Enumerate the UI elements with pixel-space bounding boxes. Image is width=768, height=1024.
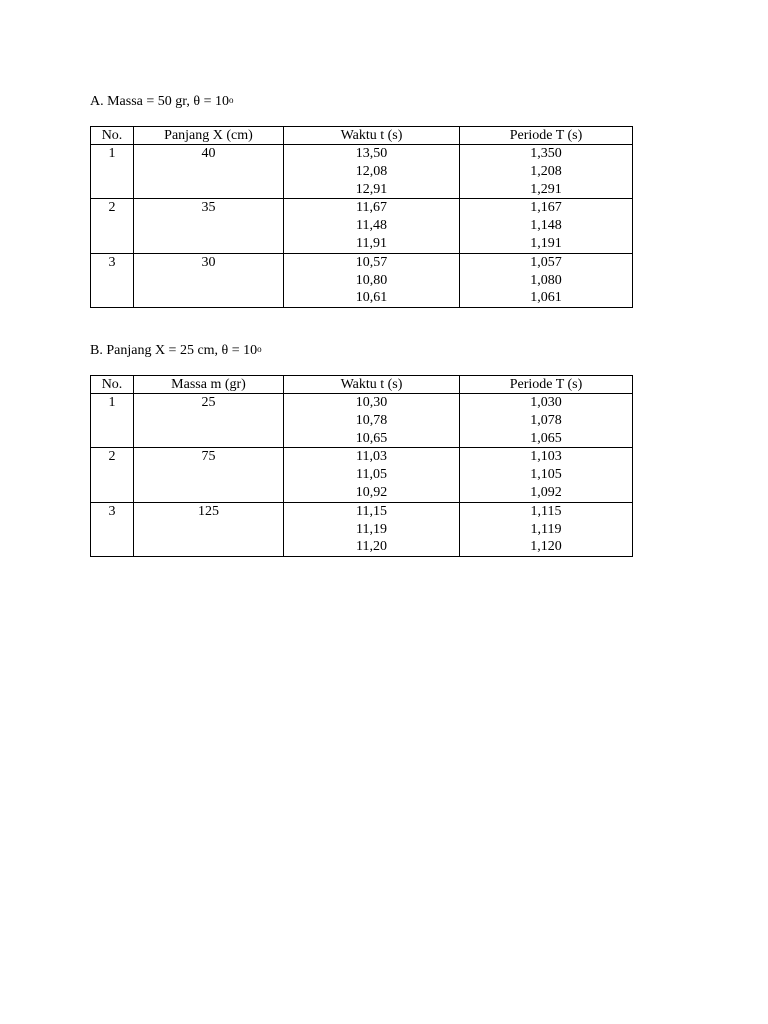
table-header-row — [91, 376, 633, 394]
table-row — [91, 394, 633, 448]
period-value: 1,191 — [530, 235, 562, 251]
table-row — [91, 145, 633, 199]
time-value: 11,91 — [356, 235, 387, 251]
period-value: 1,148 — [530, 218, 562, 234]
period-value: 1,208 — [530, 163, 562, 179]
section-a-caption-text: A. Massa = 50 gr, θ = 10 — [90, 94, 229, 109]
length-value: 30 — [134, 253, 284, 307]
period-value: 1,057 — [530, 254, 562, 270]
section-a-caption — [90, 92, 632, 112]
table-row — [91, 448, 633, 502]
header-mass: Massa m (gr) — [134, 376, 284, 394]
time-values — [284, 448, 460, 502]
period-value: 1,167 — [530, 200, 562, 216]
row-number: 2 — [91, 199, 134, 253]
period-value: 1,080 — [530, 272, 562, 288]
row-number: 1 — [91, 394, 134, 448]
time-value: 13,50 — [355, 146, 388, 161]
section-b-caption — [90, 341, 632, 361]
mass-value: 25 — [134, 394, 284, 448]
pendulum-mass-table — [90, 375, 633, 557]
section-b-caption-text: B. Panjang X = 25 cm, θ = 10 — [90, 343, 258, 358]
period-value: 1,119 — [530, 521, 562, 537]
period-value: 1,105 — [530, 467, 562, 483]
table-header-row — [91, 127, 633, 145]
time-values — [284, 199, 460, 253]
time-values — [284, 394, 460, 448]
time-values — [284, 145, 460, 199]
time-value: 10,80 — [355, 272, 388, 288]
time-value: 10,61 — [355, 290, 388, 306]
period-value: 1,115 — [530, 503, 562, 519]
time-value: 11,19 — [356, 521, 387, 537]
mass-value: 75 — [134, 448, 284, 502]
period-value: 1,061 — [530, 290, 562, 306]
time-value: 11,03 — [356, 449, 387, 465]
period-values — [460, 145, 633, 199]
row-number: 3 — [91, 502, 134, 556]
header-time: Waktu t (s) — [284, 376, 460, 394]
time-value: 10,92 — [355, 484, 388, 500]
mass-value: 125 — [134, 502, 284, 556]
time-values — [284, 253, 460, 307]
length-value: 35 — [134, 199, 284, 253]
header-no: No. — [91, 127, 134, 145]
header-period: Periode T (s) — [460, 376, 633, 394]
period-values — [460, 502, 633, 556]
period-value: 1,350 — [530, 146, 562, 161]
time-value: 10,30 — [355, 395, 388, 410]
table-row — [91, 199, 633, 253]
header-length: Panjang X (cm) — [134, 127, 284, 145]
period-value: 1,065 — [530, 430, 562, 446]
length-value: 40 — [134, 145, 284, 199]
period-value: 1,030 — [530, 395, 562, 410]
section-a — [90, 92, 632, 308]
period-value: 1,092 — [530, 484, 562, 500]
period-value: 1,078 — [530, 412, 562, 428]
time-value: 11,67 — [356, 200, 387, 216]
pendulum-length-table — [90, 126, 633, 308]
time-value: 11,48 — [356, 218, 387, 234]
table-row — [91, 253, 633, 307]
table-row — [91, 502, 633, 556]
time-value: 11,05 — [356, 467, 387, 483]
row-number: 2 — [91, 448, 134, 502]
section-b-degree-symbol: o — [257, 344, 262, 354]
header-time: Waktu t (s) — [284, 127, 460, 145]
time-value: 11,20 — [356, 539, 387, 555]
time-value: 12,91 — [355, 181, 388, 197]
period-values — [460, 199, 633, 253]
time-value: 11,15 — [356, 503, 387, 519]
period-values — [460, 448, 633, 502]
header-no: No. — [91, 376, 134, 394]
time-values — [284, 502, 460, 556]
section-a-degree-symbol: o — [228, 95, 234, 105]
row-number: 3 — [91, 253, 134, 307]
period-values — [460, 253, 633, 307]
time-value: 10,78 — [355, 412, 388, 428]
section-b — [90, 341, 632, 557]
header-period: Periode T (s) — [460, 127, 633, 145]
time-value: 10,57 — [355, 254, 388, 270]
period-value: 1,103 — [530, 449, 562, 465]
row-number: 1 — [91, 145, 134, 199]
period-values — [460, 394, 633, 448]
period-value: 1,291 — [530, 181, 562, 197]
time-value: 10,65 — [355, 430, 388, 446]
period-value: 1,120 — [530, 539, 562, 555]
time-value: 12,08 — [355, 163, 388, 179]
